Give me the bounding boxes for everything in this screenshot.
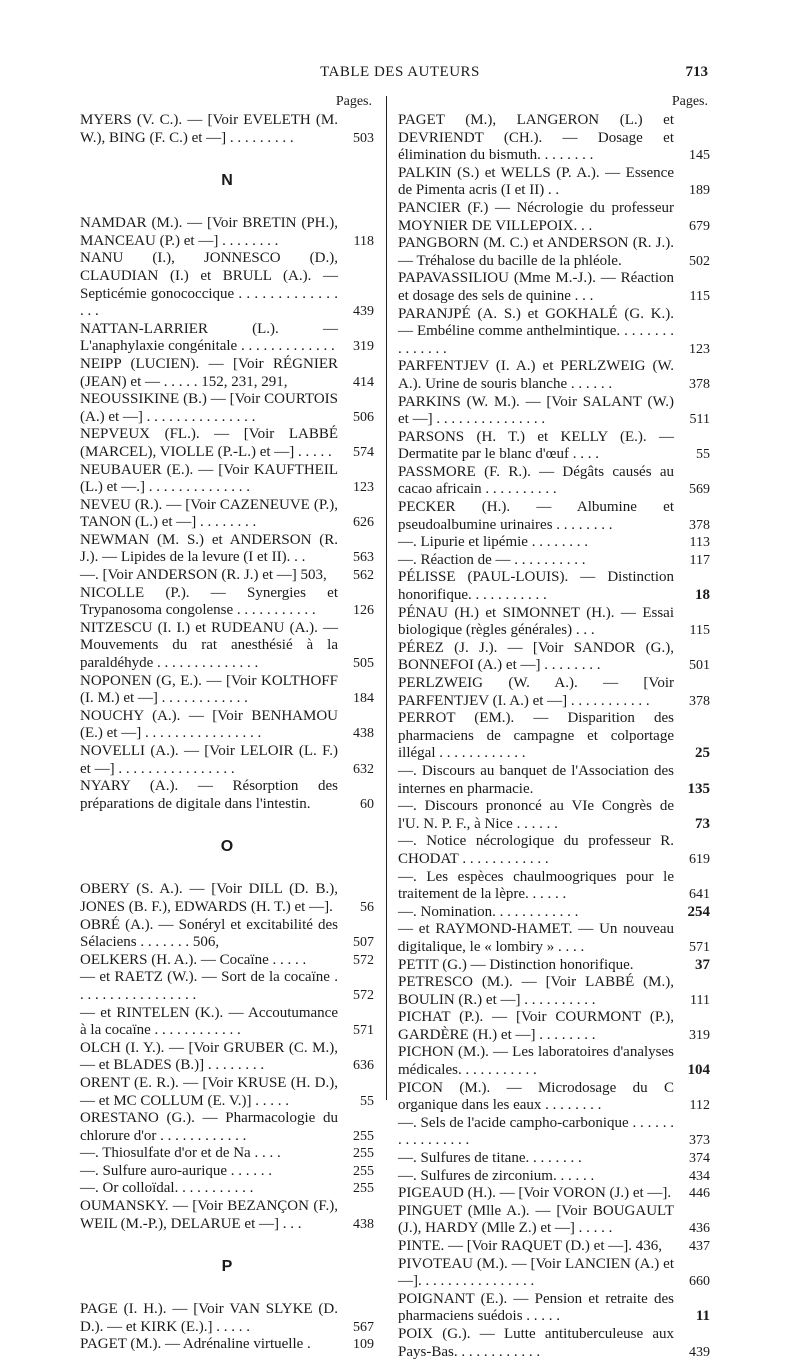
index-entry (398, 200, 710, 235)
index-entry (398, 640, 710, 675)
entry-page-number: 112 (689, 1098, 710, 1114)
entry-page-number: 563 (353, 550, 374, 566)
index-entry (398, 270, 710, 305)
entry-page-number: 434 (689, 1168, 710, 1184)
entry-text: PAPAVASSILIOU (Mme M.-J.). — Réaction et dosage des sels de quinine . . . (398, 270, 674, 304)
column-divider (386, 96, 387, 1100)
entry-text: —. Thiosulfate d'or et de Na . . . . (80, 1145, 281, 1162)
index-entry (398, 394, 710, 429)
index-entry (398, 798, 710, 833)
index-entry (80, 567, 374, 585)
index-entry (80, 215, 374, 250)
entry-text: —. Notice nécrologique du professeur R. CHODAT . . . . . . . . . . . . (398, 833, 674, 867)
index-entry (398, 957, 710, 975)
entry-text: PINTE. — [Voir RAQUET (D.) et —]. 436, (398, 1238, 663, 1254)
entry-text: —. Discours prononcé au VIe Congrès de l'U. N. P. F., à Nice . . . . . . (398, 798, 674, 832)
index-entry (80, 1180, 374, 1198)
section-letter: P (221, 1258, 233, 1276)
index-entry (80, 1163, 374, 1181)
entry-text: OBRÉ (A.). — Sonéryl et excitabilité des Sélaciens . . . . . . . 506, (80, 916, 338, 951)
entry-text: NOPONEN (G, E.). — [Voir KOLTHOFF (I. M.) et —] . . . . . . . . . . . . (80, 672, 338, 707)
entry-page-number: 123 (353, 480, 374, 496)
entry-text: NAMDAR (M.). — [Voir BRETIN (PH.), MANCEAU (P.) et —] . . . . . . . . (80, 215, 338, 249)
page-header (0, 64, 800, 88)
entry-text: PERROT (EM.). — Disparition des pharmaciens de campagne et colportage illégal . . . . . . . . . . . . (398, 710, 674, 762)
entry-page-number: 373 (689, 1133, 710, 1149)
entry-text: PAGET (M.), LANGERON (L.) et DEVRIENDT (CH.). — Dosage et élimination du bismuth. . . . . . . . (398, 112, 674, 164)
entry-page-number: 111 (690, 992, 710, 1008)
index-entry (398, 675, 710, 710)
entry-text: — et RINTELEN (K.). — Accoutumance à la cocaïne . . . . . . . . . . . . (80, 1004, 338, 1039)
entry-text: —. Nomination. . . . . . . . . . . . (398, 903, 579, 920)
pages-label-left: Pages. (335, 94, 372, 109)
entry-page-number: 502 (689, 253, 710, 269)
index-entry (398, 552, 710, 570)
entry-page-number: 619 (689, 851, 710, 867)
entry-page-number: 255 (353, 1163, 374, 1179)
entry-page-number: 113 (689, 535, 710, 551)
entry-text: PANCIER (F.) — Nécrologie du professeur MOYNIER DE VILLEPOIX. . . (398, 199, 674, 234)
index-entry (398, 1203, 710, 1238)
index-entry (398, 569, 710, 604)
entry-page-number: 569 (689, 482, 710, 498)
entry-text: NEUBAUER (E.). — [Voir KAUFTHEIL (L.) et —.] . . . . . . . . . . . . . . (80, 461, 338, 496)
right-column (398, 92, 710, 1361)
entry-page-number: 25 (695, 745, 710, 762)
entry-text: —. Sulfures de zirconium. . . . . . (398, 1167, 595, 1184)
entry-page-number: 115 (689, 288, 710, 304)
entry-text: PARANJPÉ (A. S.) et GOKHALÉ (G. K.). — Embéline comme anthelmintique. . . . . . . . . . . . . . . (398, 305, 674, 357)
entry-page-number: 632 (353, 761, 374, 777)
index-entry (398, 1256, 710, 1291)
entry-page-number: 572 (353, 952, 374, 968)
entry-page-number: 255 (353, 1146, 374, 1162)
entry-page-number: 511 (689, 412, 710, 428)
entry-page-number: 254 (687, 903, 710, 920)
entry-text: POIGNANT (E.). — Pension et retraite des pharmaciens suédois . . . . . (398, 1290, 674, 1325)
entry-text: NITZESCU (I. I.) et RUDEANU (A.). — Mouvements du rat anesthésié à la paraldéhyde . . . . . . . . . . . . . . (80, 619, 338, 672)
section-letter: O (220, 838, 234, 856)
entry-text: PASSMORE (F. R.). — Dégâts causés au cacao africain . . . . . . . . . . (398, 463, 674, 498)
index-entry (80, 881, 374, 916)
entry-page-number: 104 (687, 1062, 710, 1079)
entry-text: PETRESCO (M.). — [Voir LABBÉ (M.), BOULIN (R.) et —] . . . . . . . . . . (398, 974, 674, 1008)
index-entry (80, 497, 374, 532)
index-entry (80, 391, 374, 426)
entry-text: PÉREZ (J. J.). — [Voir SANDOR (G.), BONNEFOI (A.) et —] . . . . . . . . (398, 639, 674, 674)
entry-text: —. [Voir ANDERSON (R. J.) et —] 503, (80, 567, 327, 584)
entry-text: PANGBORN (M. C.) et ANDERSON (R. J.). — Tréhalose du bacille de la phléole. (398, 235, 674, 269)
entry-text: PAGET (M.). — Adrénaline virtuelle . (80, 1336, 311, 1353)
index-entry (80, 532, 374, 567)
index-entry (80, 1005, 374, 1040)
entry-text: —. Sulfure auro-aurique . . . . . . (80, 1162, 273, 1179)
entry-text: NEIPP (LUCIEN). — [Voir RÉGNIER (JEAN) et — . . . . . 152, 231, 291, (80, 355, 338, 390)
entry-text: NICOLLE (P.). — Synergies et Trypanosoma congolense . . . . . . . . . . . (80, 584, 338, 619)
entry-page-number: 319 (353, 339, 374, 355)
index-entry (398, 358, 710, 393)
entry-page-number: 378 (689, 376, 710, 392)
index-entry (80, 112, 374, 147)
entry-page-number: 374 (689, 1151, 710, 1167)
index-entry (398, 1185, 710, 1203)
entry-text: —. Réaction de — . . . . . . . . . . (398, 551, 586, 568)
entry-text: NEWMAN (M. S.) et ANDERSON (R. J.). — Lipides de la levure (I et II). . . (80, 531, 338, 566)
entry-page-number: 505 (353, 656, 374, 672)
entry-page-number: 438 (353, 1216, 374, 1232)
entry-text: PAGE (I. H.). — [Voir VAN SLYKE (D. D.). — et KIRK (E.).] . . . . . (80, 1301, 338, 1335)
index-entry (398, 112, 710, 165)
entry-page-number: 118 (353, 233, 374, 249)
entry-page-number: 571 (689, 939, 710, 955)
entry-page-number: 414 (353, 374, 374, 390)
entry-page-number: 255 (353, 1128, 374, 1144)
index-entry (80, 585, 374, 620)
entry-page-number: 507 (353, 935, 374, 951)
entry-page-number: 506 (353, 409, 374, 425)
entry-page-number: 660 (689, 1274, 710, 1290)
entry-page-number: 56 (360, 899, 374, 915)
entry-page-number: 641 (689, 887, 710, 903)
entry-page-number: 439 (353, 304, 374, 320)
entry-page-number: 11 (695, 1308, 710, 1325)
entry-text: NEVEU (R.). — [Voir CAZENEUVE (P.), TANON (L.) et —] . . . . . . . . (80, 496, 338, 531)
index-entry (80, 321, 374, 356)
page-number: 713 (685, 64, 708, 80)
entry-page-number: 436 (689, 1221, 710, 1237)
entry-page-number: 438 (353, 726, 374, 742)
left-column (80, 92, 374, 1354)
index-entry (398, 833, 710, 868)
section-letter: N (221, 172, 233, 190)
index-entry (398, 165, 710, 200)
entry-page-number: 117 (689, 552, 710, 568)
entry-text: —. Les espèces chaulmoogriques pour le traitement de la lèpre. . . . . . (398, 868, 674, 903)
index-entry (398, 235, 710, 270)
index-entry (398, 1044, 710, 1079)
index-entry (80, 426, 374, 461)
entry-text: PALKIN (S.) et WELLS (P. A.). — Essence de Pimenta acris (I et II) . . (398, 164, 674, 199)
entry-text: —. Or colloïdal. . . . . . . . . . . (80, 1180, 254, 1197)
index-entry (80, 743, 374, 778)
entry-text: NOVELLI (A.). — [Voir LELOIR (L. F.) et —] . . . . . . . . . . . . . . . . (80, 743, 338, 777)
entry-page-number: 319 (689, 1027, 710, 1043)
entry-page-number: 439 (689, 1344, 710, 1360)
entry-text: —. Sels de l'acide campho-carbonique . . . . . . . . . . . . . . . . (398, 1114, 674, 1149)
entry-text: PARFENTJEV (I. A.) et PERLZWEIG (W. A.). Urine de souris blanche . . . . . . (398, 358, 674, 392)
index-entry (398, 921, 710, 956)
index-entry (398, 1080, 710, 1115)
entry-text: OELKERS (H. A.). — Cocaïne . . . . . (80, 951, 307, 968)
entry-page-number: 572 (353, 987, 374, 1003)
entry-text: PICHON (M.). — Les laboratoires d'analyses médicales. . . . . . . . . . . (398, 1044, 674, 1079)
entry-page-number: 501 (689, 658, 710, 674)
index-entry (80, 462, 374, 497)
entry-text: —. Sulfures de titane. . . . . . . . (398, 1150, 582, 1167)
index-entry (398, 974, 710, 1009)
index-entry (398, 710, 710, 763)
entry-text: PERLZWEIG (W. A.). — [Voir PARFENTJEV (I. A.) et —] . . . . . . . . . . . (398, 675, 674, 709)
entry-text: — et RAETZ (W.). — Sort de la cocaïne . . . . . . . . . . . . . . . . . (80, 969, 338, 1003)
entry-page-number: 446 (689, 1186, 710, 1202)
entry-page-number: 73 (695, 815, 710, 832)
entry-text: PINGUET (Mlle A.). — [Voir BOUGAULT (J.), HARDY (Mlle Z.) et —] . . . . . (398, 1202, 674, 1237)
entry-text: NOUCHY (A.). — [Voir BENHAMOU (E.) et —] . . . . . . . . . . . . . . . . (80, 707, 338, 742)
index-entry (398, 306, 710, 359)
pages-label-right: Pages. (671, 94, 708, 109)
index-entry (398, 869, 710, 904)
index-entry (398, 429, 710, 464)
entry-page-number: 18 (695, 587, 710, 604)
index-entry (398, 763, 710, 798)
index-entry (80, 708, 374, 743)
entry-text: NANU (I.), JONNESCO (D.), CLAUDIAN (I.) et BRULL (A.). — Septicémie gonococcique . . . . . . . . . . . . . . . . (80, 250, 338, 320)
entry-page-number: 115 (689, 623, 710, 639)
entry-text: — et RAYMOND-HAMET. — Un nouveau digitalique, le « lombiry » . . . . (398, 921, 674, 955)
entry-page-number: 189 (689, 183, 710, 199)
index-entry (80, 1301, 374, 1336)
index-entry (80, 620, 374, 673)
entry-text: OBERY (S. A.). — [Voir DILL (D. B.), JONES (B. F.), EDWARDS (H. T.) et —]. (80, 881, 338, 915)
entry-text: PECKER (H.). — Albumine et pseudoalbumine urinaires . . . . . . . . (398, 499, 674, 533)
index-entry (80, 1075, 374, 1110)
index-entry (398, 464, 710, 499)
entry-page-number: 109 (353, 1337, 374, 1353)
entry-page-number: 126 (353, 603, 374, 619)
running-title: TABLE DES AUTEURS (320, 64, 480, 80)
entry-text: ORESTANO (G.). — Pharmacologie du chlorure d'or . . . . . . . . . . . . (80, 1110, 338, 1144)
entry-text: PÉNAU (H.) et SIMONNET (H.). — Essai biologique (règles générales) . . . (398, 604, 674, 639)
index-entry (80, 1110, 374, 1145)
entry-page-number: 437 (689, 1239, 710, 1254)
entry-text: PIGEAUD (H.). — [Voir VORON (J.) et —]. (398, 1185, 672, 1202)
entry-text: PICHAT (P.). — [Voir COURMONT (P.), GARDÈRE (H.) et —] . . . . . . . . (398, 1009, 674, 1043)
entry-text: —. Discours au banquet de l'Association des internes en pharmacie. (398, 762, 674, 797)
index-entry (398, 499, 710, 534)
index-entry (398, 534, 710, 552)
entry-text: NYARY (A.). — Résorption des préparations de digitale dans l'intestin. (80, 778, 338, 812)
index-entry (398, 605, 710, 640)
index-entry (80, 1336, 374, 1354)
entry-text: MYERS (V. C.). — [Voir EVELETH (M. W.), BING (F. C.) et —] . . . . . . . . . (80, 112, 338, 146)
index-entry (80, 969, 374, 1004)
entry-page-number: 184 (353, 691, 374, 707)
entry-text: NEPVEUX (FL.). — [Voir LABBÉ (MARCEL), VIOLLE (P.-L.) et —] . . . . . (80, 426, 338, 460)
entry-text: PARKINS (W. M.). — [Voir SALANT (W.) et —] . . . . . . . . . . . . . . . (398, 393, 674, 428)
entry-text: NATTAN-LARRIER (L.). — L'anaphylaxie congénitale . . . . . . . . . . . . . (80, 320, 338, 355)
index-entry (398, 1326, 710, 1361)
index-entry (398, 1009, 710, 1044)
index-entry (80, 1040, 374, 1075)
index-entry (80, 250, 374, 320)
index-entry (398, 1150, 710, 1168)
index-entry (80, 778, 374, 813)
index-entry (80, 356, 374, 391)
entry-text: PARSONS (H. T.) et KELLY (E.). — Dermatite par le blanc d'œuf . . . . (398, 428, 674, 463)
index-entry (80, 917, 374, 952)
index-entry (398, 1238, 710, 1256)
entry-page-number: 567 (353, 1319, 374, 1335)
index-entry (398, 1115, 710, 1150)
entry-page-number: 679 (689, 218, 710, 234)
entry-page-number: 503 (353, 130, 374, 146)
entry-text: PETIT (G.) — Distinction honorifique. (398, 956, 634, 973)
entry-page-number: 571 (353, 1023, 374, 1039)
entry-text: —. Lipurie et lipémie . . . . . . . . (398, 534, 588, 551)
entry-text: OUMANSKY. — [Voir BEZANÇON (F.), WEIL (M.-P.), DELARUE et —] . . . (80, 1198, 338, 1232)
entry-page-number: 378 (689, 517, 710, 533)
entry-page-number: 55 (360, 1093, 374, 1109)
entry-text: NEOUSSIKINE (B.) — [Voir COURTOIS (A.) et —] . . . . . . . . . . . . . . . (80, 391, 338, 425)
entry-page-number: 37 (695, 956, 710, 973)
entry-text: ORENT (E. R.). — [Voir KRUSE (H. D.), — et MC COLLUM (E. V.)] . . . . . (80, 1074, 338, 1109)
index-entry (398, 904, 710, 922)
entry-text: PICON (M.). — Microdosage du C organique dans les eaux . . . . . . . . (398, 1079, 674, 1114)
index-entry (398, 1168, 710, 1186)
index-entry (80, 952, 374, 970)
index-entry (80, 1198, 374, 1233)
entry-page-number: 574 (353, 444, 374, 460)
entry-page-number: 55 (696, 447, 710, 463)
entry-page-number: 123 (689, 341, 710, 357)
entry-page-number: 60 (360, 796, 374, 812)
entry-page-number: 145 (689, 148, 710, 164)
entry-text: PIVOTEAU (M.). — [Voir LANCIEN (A.) et —]. . . . . . . . . . . . . . . . (398, 1255, 674, 1290)
entry-page-number: 626 (353, 515, 374, 531)
index-entry (80, 673, 374, 708)
entry-page-number: 562 (353, 568, 374, 584)
entry-page-number: 378 (689, 693, 710, 709)
entry-page-number: 135 (687, 780, 710, 797)
entry-page-number: 255 (353, 1181, 374, 1197)
index-entry (80, 1145, 374, 1163)
index-entry (398, 1291, 710, 1326)
entry-text: OLCH (I. Y.). — [Voir GRUBER (C. M.), — et BLADES (B.)] . . . . . . . . (80, 1039, 338, 1074)
entry-text: PÉLISSE (PAUL-LOUIS). — Distinction honorifique. . . . . . . . . . . (398, 569, 674, 604)
entry-text: POIX (G.). — Lutte antituberculeuse aux Pays-Bas. . . . . . . . . . . . (398, 1325, 674, 1360)
entry-page-number: 636 (353, 1058, 374, 1074)
